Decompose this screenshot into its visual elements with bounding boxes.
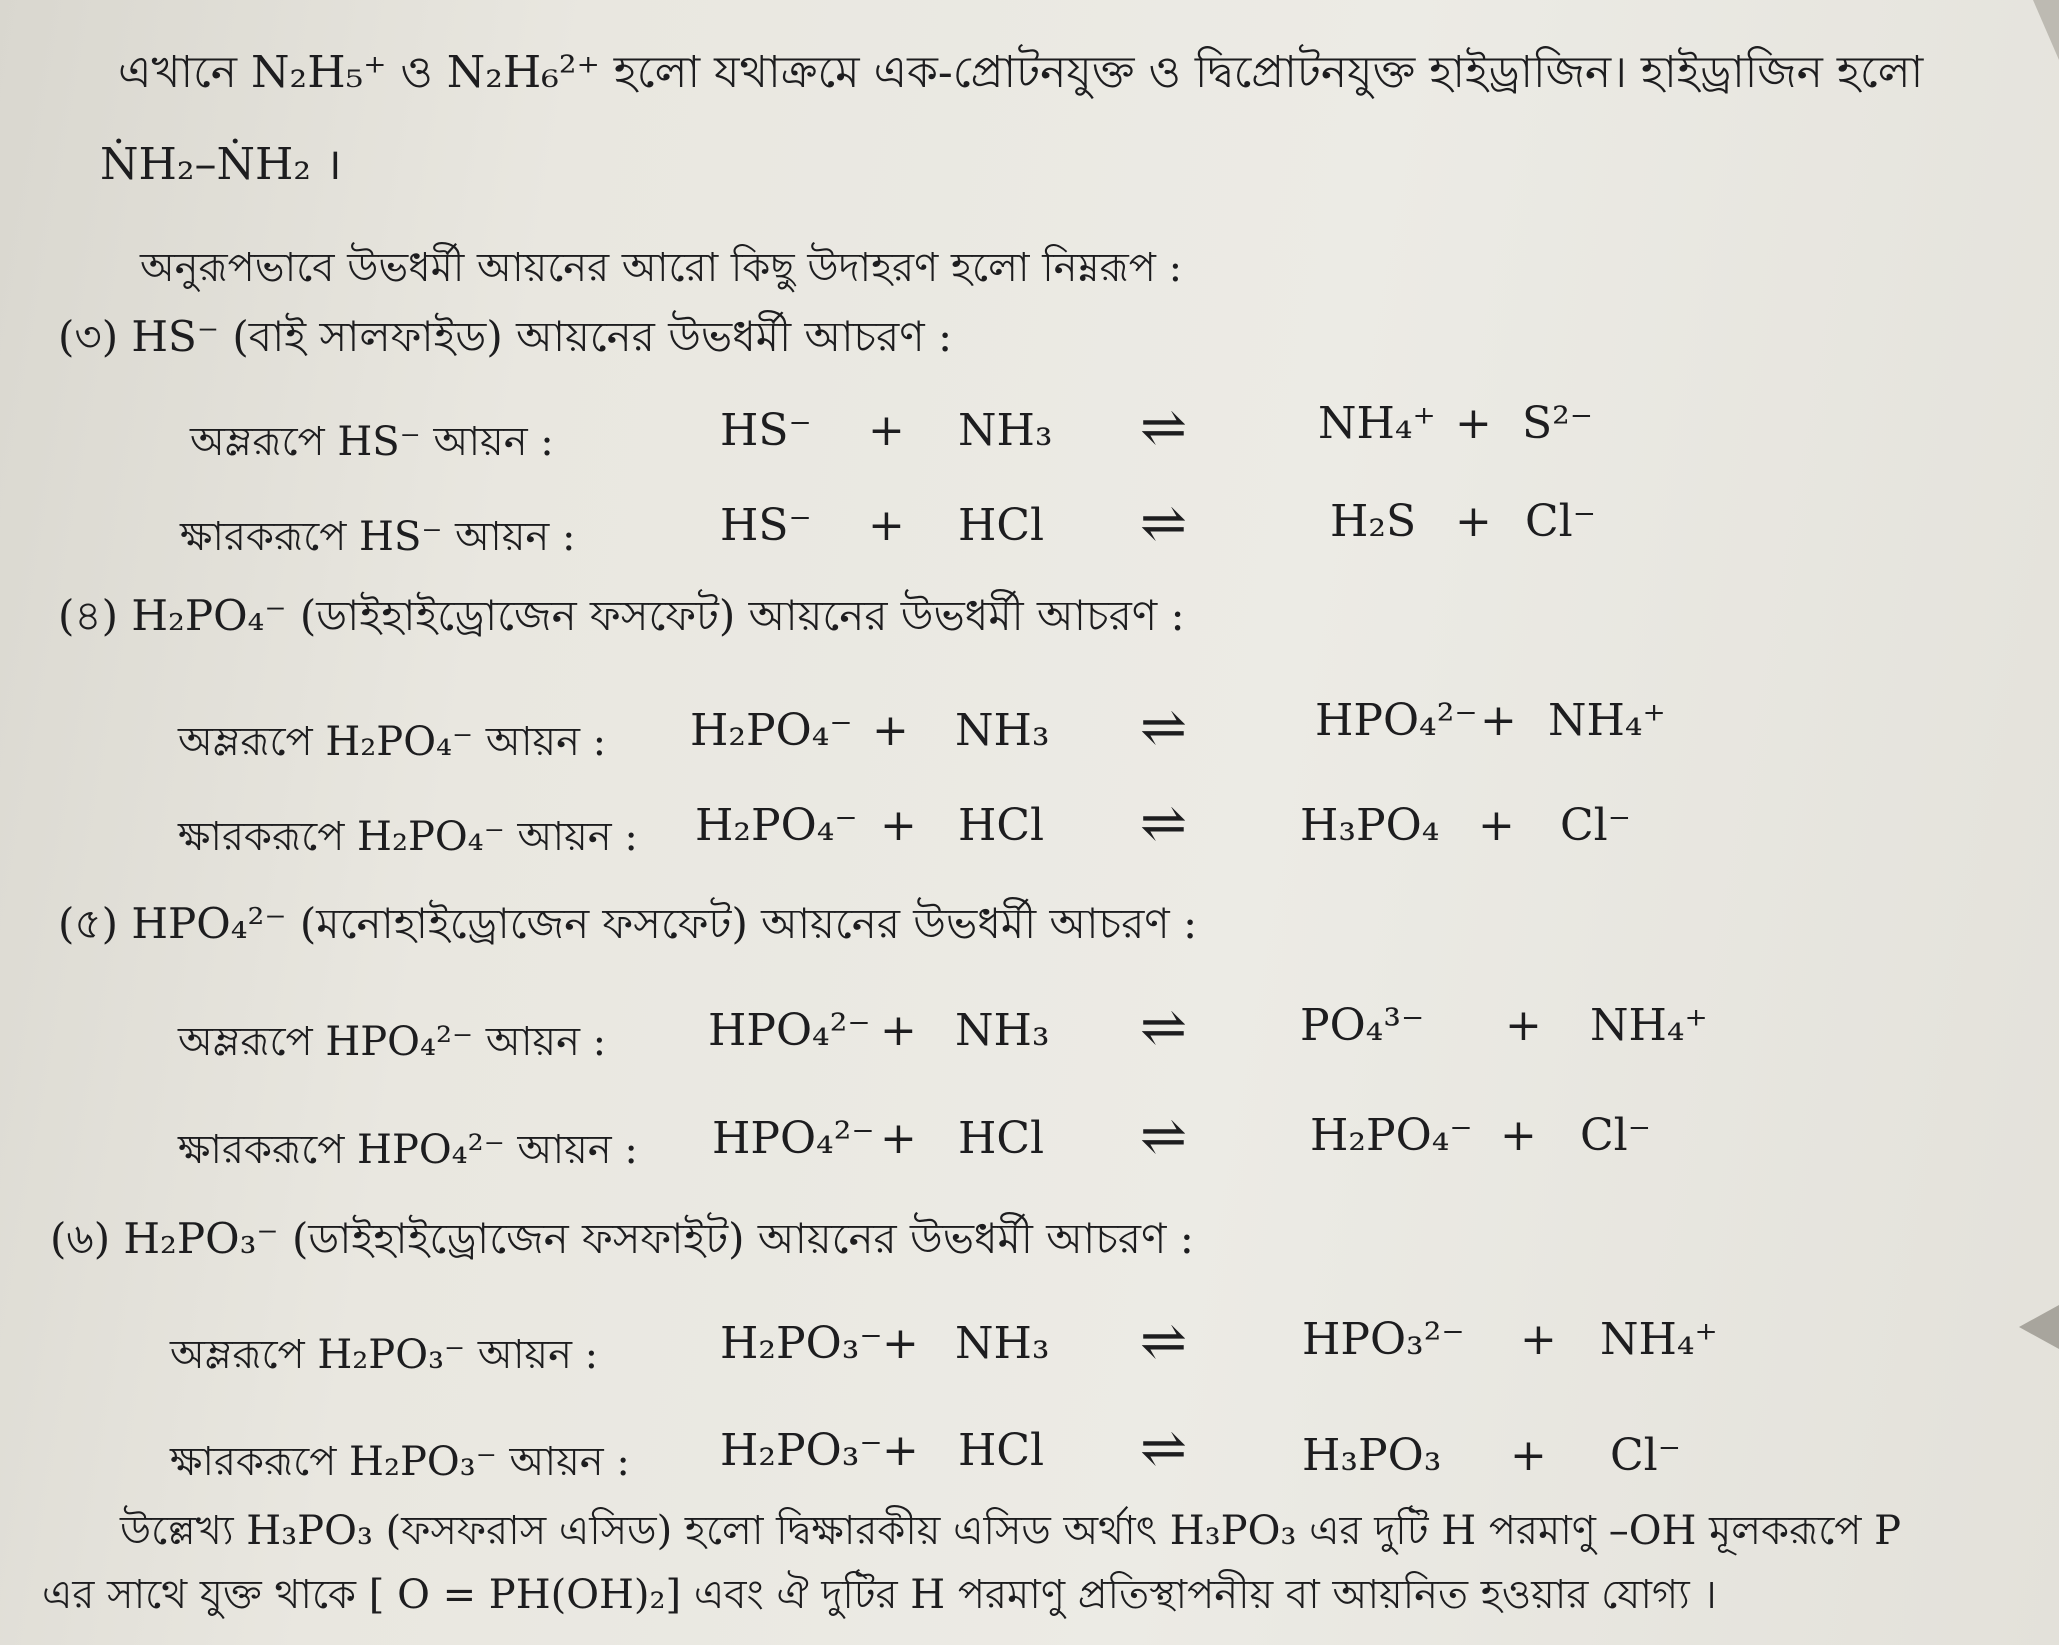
intro-line-1: এখানে N₂H₅⁺ ও N₂H₆²⁺ হলো যথাক্রমে এক-প্রোটনযুক্ত ও দ্বিপ্রোটনযুক্ত হাইড্রাজিন। হাইড্রাজিন হলো (118, 47, 1924, 98)
product-1: HPO₄²⁻ (1315, 695, 1478, 746)
reactant-2: NH₃ (955, 1005, 1050, 1056)
plus-sign: + (880, 800, 917, 851)
product-2: Cl⁻ (1525, 496, 1596, 547)
product-2: Cl⁻ (1610, 1430, 1681, 1481)
equilibrium-arrow: ⇌ (1140, 995, 1187, 1060)
reactant-2: NH₃ (955, 1318, 1050, 1369)
plus-sign: + (1505, 1000, 1542, 1051)
examples-intro: অনুরূপভাবে উভধর্মী আয়নের আরো কিছু উদাহরণ হলো নিম্নরূপ : (140, 245, 1183, 291)
reactant-1: HS⁻ (720, 405, 812, 456)
section-6-heading: (৬) H₂PO₃⁻ (ডাইহাইড্রোজেন ফসফাইট) আয়নের উভধর্মী আচরণ : (50, 1214, 1194, 1263)
equilibrium-arrow: ⇌ (1140, 1309, 1187, 1374)
plus-sign: + (1500, 1110, 1537, 1161)
reactant-1: HPO₄²⁻ (708, 1005, 871, 1056)
product-1: H₃PO₄ (1300, 800, 1440, 851)
reaction-label: ক্ষারকরূপে H₂PO₃⁻ আয়ন : (170, 1439, 630, 1485)
plus-sign: + (882, 1318, 919, 1369)
note-line-1: উল্লেখ্য H₃PO₃ (ফসফরাস এসিড) হলো দ্বিক্ষারকীয় এসিড অর্থাৎ H₃PO₃ এর দুটি H পরমাণু –OH মূলকরূপে P (120, 1508, 1902, 1554)
product-2: NH₄⁺ (1590, 1000, 1708, 1051)
plus-sign: + (868, 500, 905, 551)
plus-sign: + (1480, 695, 1517, 746)
plus-sign: + (1478, 800, 1515, 851)
product-1: H₂S (1330, 496, 1417, 547)
reactant-1: H₂PO₄⁻ (695, 800, 858, 851)
section-3-heading: (৩) HS⁻ (বাই সালফাইড) আয়নের উভধর্মী আচরণ : (58, 312, 953, 361)
product-2: NH₄⁺ (1600, 1314, 1718, 1365)
equilibrium-arrow: ⇌ (1140, 791, 1187, 856)
plus-sign: + (882, 1425, 919, 1476)
plus-sign: + (868, 405, 905, 456)
plus-sign: + (880, 1113, 917, 1164)
product-2: Cl⁻ (1580, 1110, 1651, 1161)
equilibrium-arrow: ⇌ (1140, 695, 1187, 760)
reactant-2: NH₃ (958, 405, 1053, 456)
reaction-label: ক্ষারকরূপে HPO₄²⁻ আয়ন : (178, 1127, 638, 1173)
reactant-1: HS⁻ (720, 500, 812, 551)
equilibrium-arrow: ⇌ (1140, 395, 1187, 460)
reactant-2: HCl (958, 800, 1045, 851)
reaction-label: অম্লরূপে H₂PO₃⁻ আয়ন : (170, 1332, 599, 1378)
reactant-1: HPO₄²⁻ (712, 1113, 875, 1164)
plus-sign: + (1455, 398, 1492, 449)
plus-sign: + (880, 1005, 917, 1056)
reaction-label: অম্লরূপে HS⁻ আয়ন : (190, 419, 554, 465)
product-1: H₂PO₄⁻ (1310, 1110, 1473, 1161)
reactant-2: HCl (958, 500, 1045, 551)
section-5-heading: (৫) HPO₄²⁻ (মনোহাইড্রোজেন ফসফেট) আয়নের উভধর্মী আচরণ : (58, 899, 1198, 948)
product-2: NH₄⁺ (1548, 695, 1666, 746)
product-1: H₃PO₃ (1302, 1430, 1442, 1481)
hydrazine-formula: ṄH₂–ṄH₂ । (100, 139, 342, 190)
reaction-label: অম্লরূপে HPO₄²⁻ আয়ন : (178, 1019, 607, 1065)
product-1: NH₄⁺ (1318, 398, 1436, 449)
reactant-2: NH₃ (955, 705, 1050, 756)
reactant-1: H₂PO₄⁻ (690, 705, 853, 756)
page-curl-top (2033, 0, 2059, 60)
equilibrium-arrow: ⇌ (1140, 1416, 1187, 1481)
equilibrium-arrow: ⇌ (1140, 1104, 1187, 1169)
reactant-1: H₂PO₃⁻ (720, 1425, 883, 1476)
product-1: PO₄³⁻ (1300, 1000, 1425, 1051)
reactant-2: HCl (958, 1425, 1045, 1476)
reaction-label: ক্ষারকরূপে H₂PO₄⁻ আয়ন : (178, 814, 638, 860)
product-2: S²⁻ (1522, 398, 1594, 449)
product-2: Cl⁻ (1560, 800, 1631, 851)
equilibrium-arrow: ⇌ (1140, 491, 1187, 556)
plus-sign: + (1455, 496, 1492, 547)
note-line-2: এর সাথে যুক্ত থাকে [ O = PH(OH)₂] এবং ঐ দুটির H পরমাণু প্রতিস্থাপনীয় বা আয়নিত হওয়ার যোগ্য । (42, 1572, 1717, 1618)
reaction-label: অম্লরূপে H₂PO₄⁻ আয়ন : (178, 719, 607, 765)
plus-sign: + (872, 705, 909, 756)
reaction-label: ক্ষারকরূপে HS⁻ আয়ন : (180, 514, 576, 560)
reactant-1: H₂PO₃⁻ (720, 1318, 883, 1369)
page-curl-bottom (2019, 1305, 2059, 1349)
reactant-2: HCl (958, 1113, 1045, 1164)
plus-sign: + (1510, 1430, 1547, 1481)
plus-sign: + (1520, 1314, 1557, 1365)
section-4-heading: (৪) H₂PO₄⁻ (ডাইহাইড্রোজেন ফসফেট) আয়নের উভধর্মী আচরণ : (58, 591, 1185, 640)
product-1: HPO₃²⁻ (1302, 1314, 1465, 1365)
